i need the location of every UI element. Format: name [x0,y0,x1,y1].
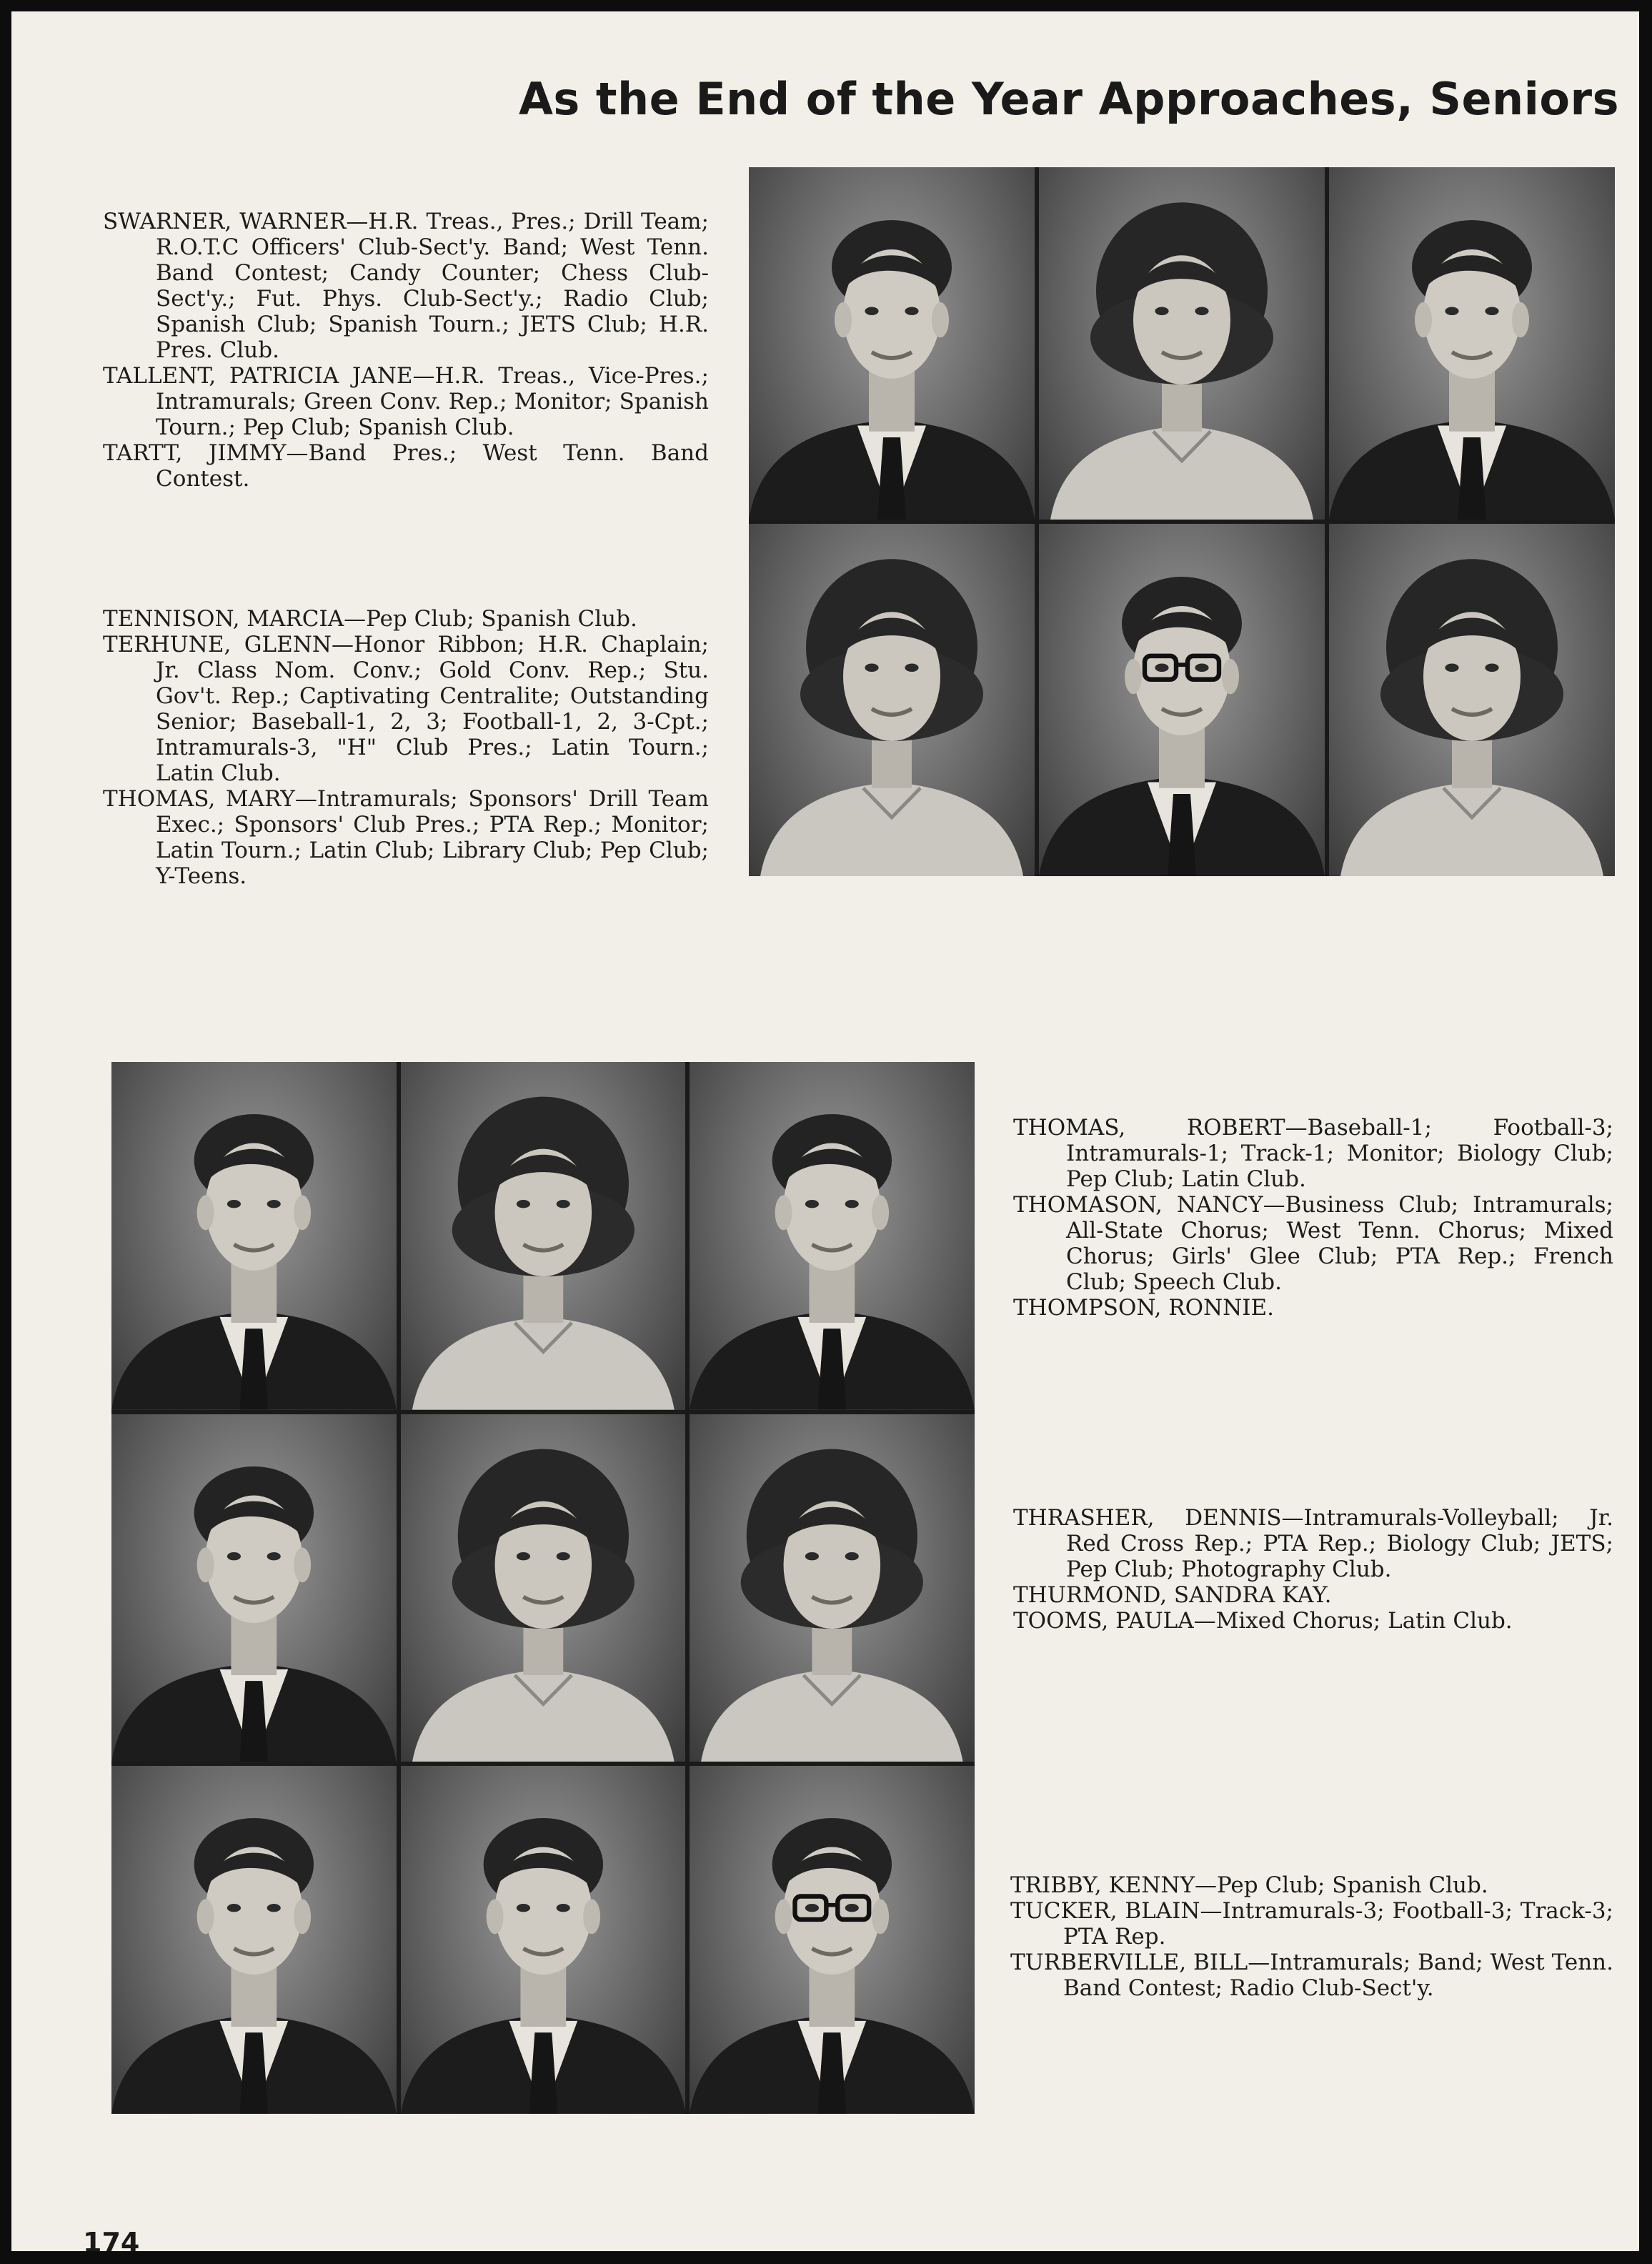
page-number: 174 [83,2227,140,2251]
senior-portrait [1039,524,1325,876]
portrait-grid-bottom [111,1062,975,2114]
senior-entry: TARTT, JIMMY—Band Pres.; West Tenn. Band Contest. [103,440,709,492]
senior-entries-group-4 [1013,1505,1613,1634]
senior-portrait [749,167,1035,520]
senior-entries-group-1 [103,209,709,492]
senior-entry: TERHUNE, GLENN—Honor Ribbon; H.R. Chaplain; Jr. Class Nom. Conv.; Gold Conv. Rep.; Stu. Gov't. Rep.; Captivating Centralite; Outstanding Senior; Baseball-1, 2, 3; Football-1, 2, 3-Cpt.; Intramurals-3, "H" Club Pres.; Latin Tourn.; Latin Club. [103,632,709,786]
senior-portrait [690,1414,975,1762]
senior-entries-group-5 [1010,1872,1613,2001]
senior-entry: TURBERVILLE, BILL—Intramurals; Band; West Tenn. Band Contest; Radio Club-Sect'y. [1010,1950,1613,2001]
senior-portrait [111,1062,397,1410]
senior-entry: TALLENT, PATRICIA JANE—H.R. Treas., Vice-Pres.; Intramurals; Green Conv. Rep.; Monitor; Spanish Tourn.; Pep Club; Spanish Club. [103,363,709,440]
senior-portrait [1039,167,1325,520]
senior-entry: THOMAS, ROBERT—Baseball-1; Football-3; Intramurals-1; Track-1; Monitor; Biology Club; Pep Club; Latin Club. [1013,1115,1613,1192]
senior-portrait [111,1766,397,2114]
senior-entry: TENNISON, MARCIA—Pep Club; Spanish Club. [103,606,637,632]
senior-entry: THOMPSON, RONNIE. [1013,1295,1274,1321]
senior-entry: TUCKER, BLAIN—Intramurals-3; Football-3; Track-3; PTA Rep. [1010,1898,1613,1950]
senior-portrait [401,1414,686,1762]
senior-entries-group-3 [1013,1115,1613,1321]
senior-portrait [1329,167,1615,520]
senior-portrait [690,1766,975,2114]
senior-entry: THRASHER, DENNIS—Intramurals-Volleyball; Jr. Red Cross Rep.; PTA Rep.; Biology Club; JETS; Pep Club; Photography Club. [1013,1505,1613,1582]
senior-entry: TRIBBY, KENNY—Pep Club; Spanish Club. [1010,1872,1488,1898]
yearbook-page [11,11,1639,2251]
page-title: As the End of the Year Approaches, Seniors [518,73,1619,125]
senior-entries-group-2 [103,606,709,889]
senior-portrait [401,1766,686,2114]
senior-entry: TOOMS, PAULA—Mixed Chorus; Latin Club. [1013,1608,1513,1634]
senior-entry: THURMOND, SANDRA KAY. [1013,1582,1332,1608]
senior-entry: THOMASON, NANCY—Business Club; Intramurals; All-State Chorus; West Tenn. Chorus; Mixed Chorus; Girls' Glee Club; PTA Rep.; French Club; Speech Club. [1013,1192,1613,1295]
senior-entry: SWARNER, WARNER—H.R. Treas., Pres.; Drill Team; R.O.T.C Officers' Club-Sect'y. Band; West Tenn. Band Contest; Candy Counter; Chess Club-Sect'y.; Fut. Phys. Club-Sect'y.; Radio Club; Spanish Club; Spanish Tourn.; JETS Club; H.R. Pres. Club. [103,209,709,363]
senior-portrait [690,1062,975,1410]
senior-portrait [749,524,1035,876]
portrait-grid-top [749,167,1615,876]
senior-portrait [1329,524,1615,876]
senior-entry: THOMAS, MARY—Intramurals; Sponsors' Drill Team Exec.; Sponsors' Club Pres.; PTA Rep.; Monitor; Latin Tourn.; Latin Club; Library Club; Pep Club; Y-Teens. [103,786,709,889]
senior-portrait [111,1414,397,1762]
senior-portrait [401,1062,686,1410]
